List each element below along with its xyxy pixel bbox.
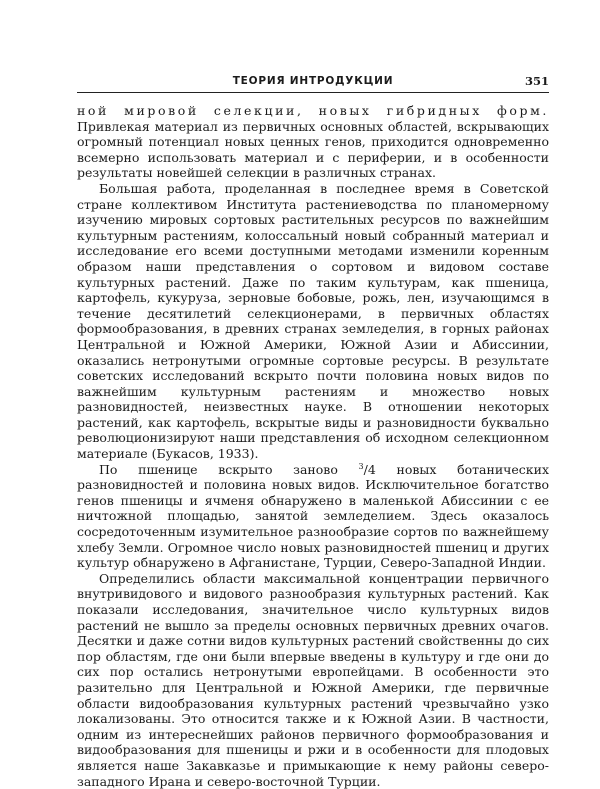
fraction-denominator: /4 (363, 461, 376, 477)
paragraph-4: Определились области максимальной концентрации первичного внутривидового и видового разнообразия культурных растений. Как показали исследования, значительное число культурных видов растений не вышло за пределы основных первичных древних очагов. Десятки и даже сотни видов культурных растений свойственны до сих пор областям, где они были впервые введены в культуру и где они до сих пор остались нетронутыми европейцами. В особенности это разительно для Центральной и Южной Америки, где первичные области видообразования культурных растений чрезвычайно узко локализованы. Это относится также и к Южной Азии. В частности, одним из интереснейших районов первичного формообразования и видообразования для пшеницы и ржи и в особенности для плодовых является наше Закавказье и примыкающие к нему районы северо-западного Ирана и северо-восточной Турции. (77, 570, 549, 789)
paragraph-1 (77, 103, 549, 181)
paragraph-text: По пшенице вскрыто заново (99, 461, 359, 477)
paragraph-2: Большая работа, проделанная в последнее время в Советской стране коллективом Института растениеводства по планомерному изучению мировых сортовых растительных ресурсов по важнейшим культурным растениям, колоссальный новый собранный материал и исследование его всеми доступными методами изменили коренным образом наши представления о сортовом и видовом составе культурных растений. Даже по таким культурам, как пшеница, картофель, кукуруза, зерновые бобовые, рожь, лен, изучающимся в течение десятилетий селекционерами, в первичных областях формообразования, в древних странах земледелия, в горных районах Центральной и Южной Америки, Южной Азии и Абиссинии, оказались нетронутыми огромные сортовые ресурсы. В результате советских исследований вскрыто почти половина новых видов по важнейшим культурным растениям и множество новых разновидностей, неизвестных науке. В отношении некоторых растений, как картофель, вскрытые виды и разновидности буквально революционизируют наши представления об исходном селекционном материале (Букасов, 1933). (77, 180, 549, 462)
running-head-title: ТЕОРИЯ ИНТРОДУКЦИИ (232, 75, 394, 87)
spaced-text: ной мировой селекции, новых гибридных форм. (77, 103, 549, 118)
paragraph-3 (77, 462, 549, 571)
paragraph-text: Привлекая материал из первичных основных областей, вскрывающих огромный потенциал новых ценных генов, приходится одновременно всемерно использовать материал и с периферии, и в особенности результаты новейшей селекции в различных странах. (77, 118, 549, 181)
body-text (77, 103, 549, 789)
page-number: 351 (524, 74, 549, 88)
paragraph-text: новых ботанических разновидностей и половина новых видов. Исключительное богатство генов пшеницы и ячменя обнаружено в маленькой Абиссинии с ее ничтожной площадью, занятой земледелием. Здесь оказалось сосредоточенным изумительное разнообразие сортов по важнейшему хлебу Земли. Огромное число новых разновидностей пшениц и других культур обнаружено в Афганистане, Турции, Северо-Западной Индии. (77, 461, 550, 571)
running-head (77, 74, 549, 93)
fraction-numerator: 3 (358, 461, 364, 471)
